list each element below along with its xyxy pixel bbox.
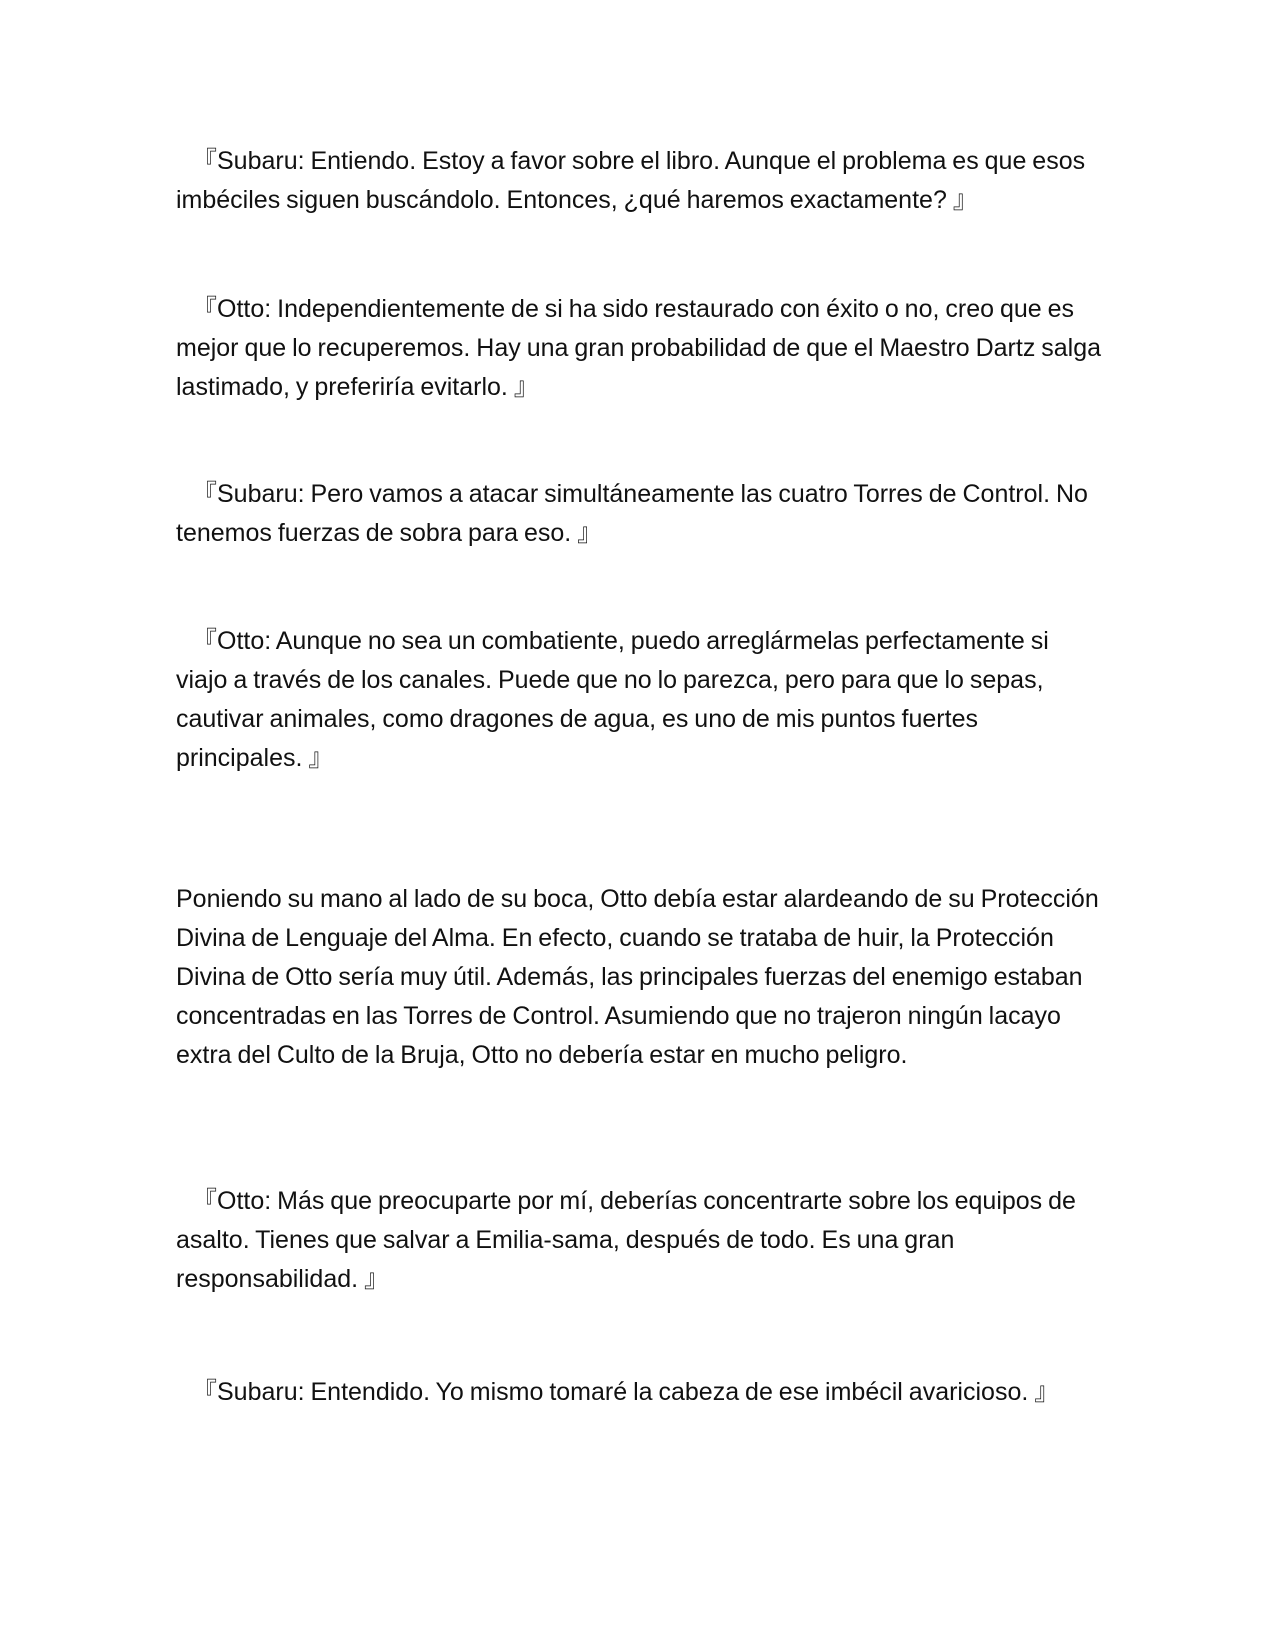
paragraph-dialogue-subaru-2: 『Subaru: Pero vamos a atacar simultáneamente las cuatro Torres de Control. No tenemos fuerzas de sobra para eso. 』 — [176, 480, 1088, 547]
paragraph-dialogue-otto-1: 『Otto: Independientemente de si ha sido restaurado con éxito o no, creo que es mejor que lo recuperemos. Hay una gran probabilidad de que el Maestro Dartz salga lastimado, y preferiría evitarlo. 』 — [176, 295, 1102, 401]
paragraph-dialogue-otto-3: 『Otto: Más que preocuparte por mí, deberías concentrarte sobre los equipos de asalto. Tienes que salvar a Emilia-sama, después de todo. Es una gran responsabilidad. 』 — [176, 1187, 1076, 1293]
paragraph-narration: Poniendo su mano al lado de su boca, Otto debía estar alardeando de su Protección Divina de Lenguaje del Alma. En efecto, cuando se trataba de huir, la Protección Divina de Otto sería muy útil. Además, las principales fuerzas del enemigo estaban concentradas en las Torres de Control. Asumiendo que no trajeron ningún lacayo extra del Culto de la Bruja, Otto no debería estar en mucho peligro. — [176, 885, 1099, 1069]
paragraph-dialogue-subaru-1: 『Subaru: Entiendo. Estoy a favor sobre el libro. Aunque el problema es que esos imbéciles siguen buscándolo. Entonces, ¿qué haremos exactamente? 』 — [176, 147, 1086, 214]
paragraph-dialogue-subaru-3: 『Subaru: Entendido. Yo mismo tomaré la cabeza de ese imbécil avaricioso. 』 — [192, 1378, 1060, 1406]
paragraph-dialogue-otto-2: 『Otto: Aunque no sea un combatiente, puedo arreglármelas perfectamente si viajo a través de los canales. Puede que no lo parezca, pero para que lo sepas, cautivar animales, como dragones de agua, es uno de mis puntos fuertes principales. 』 — [176, 627, 1049, 772]
